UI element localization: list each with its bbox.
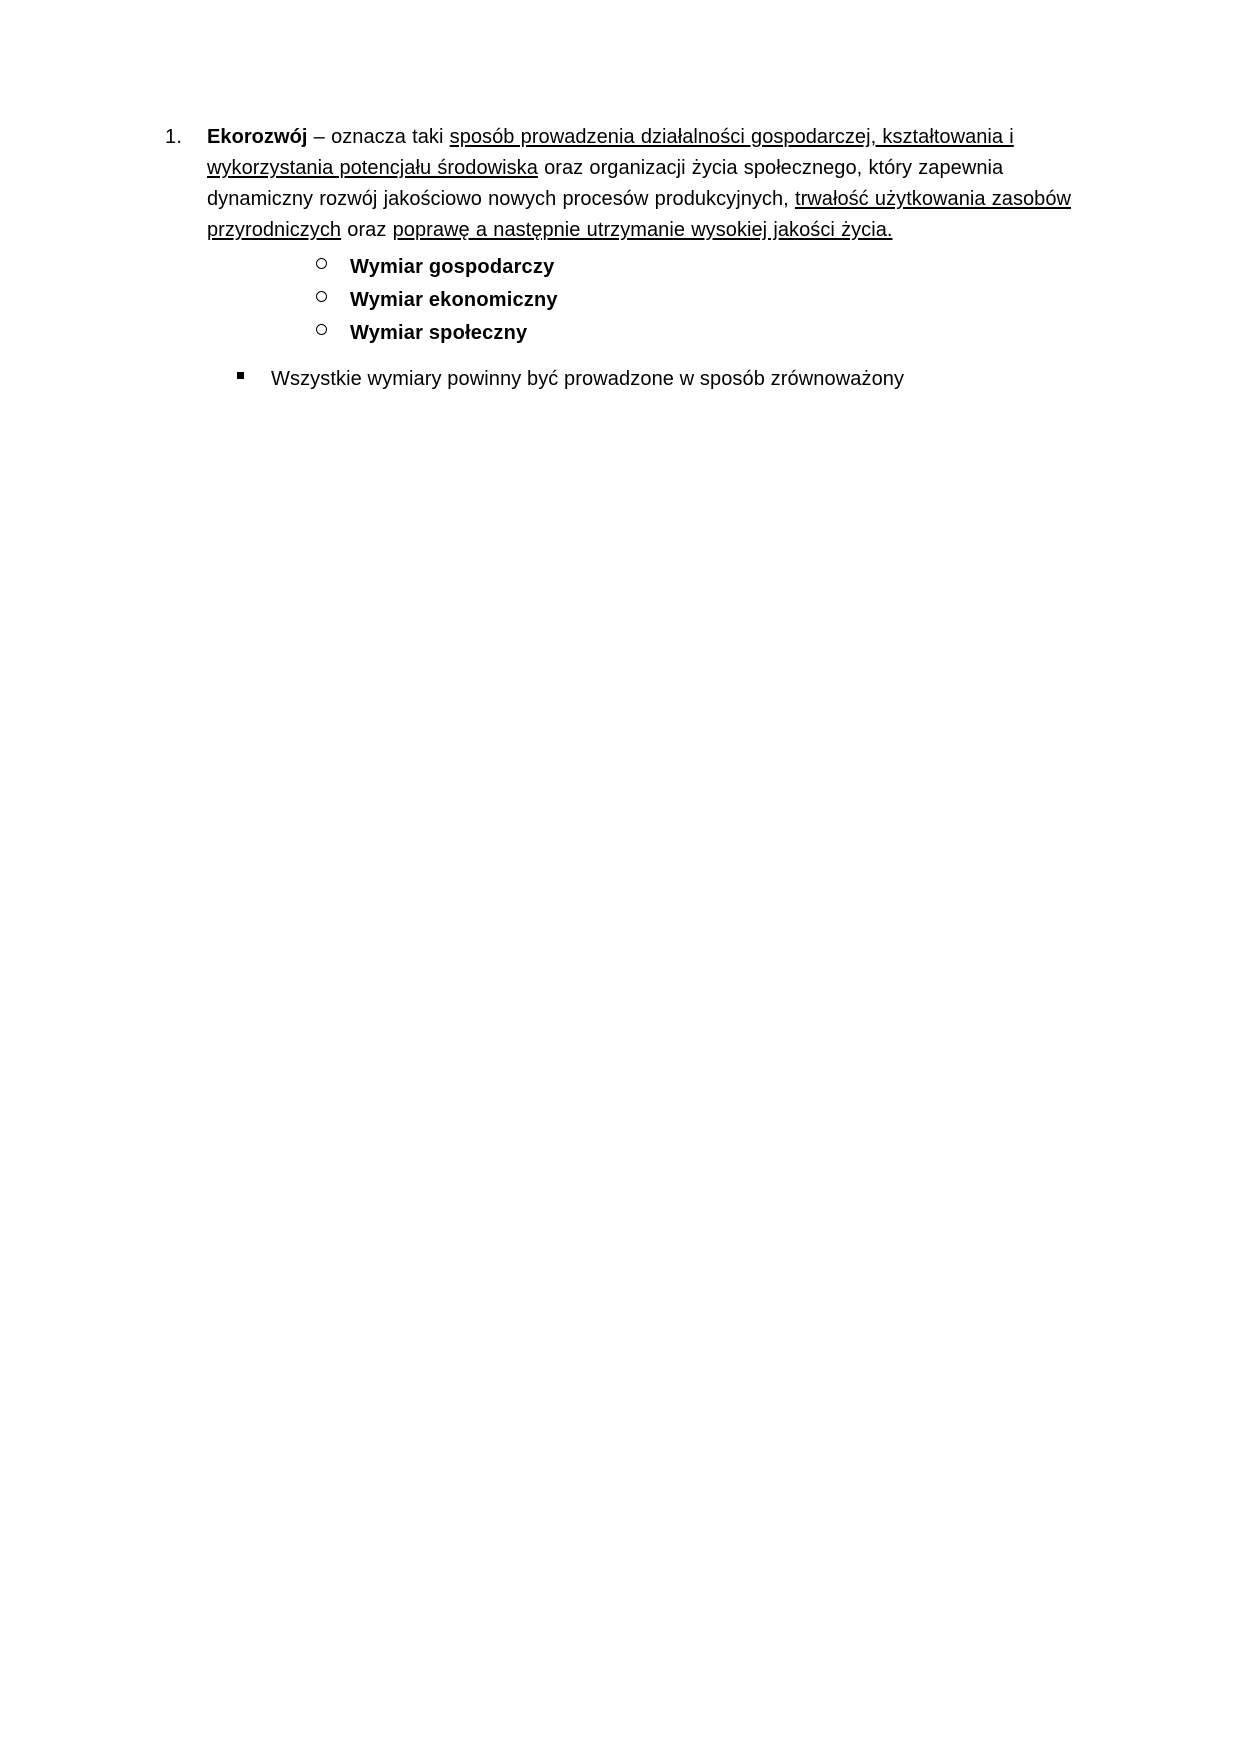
document-content: [165, 122, 1085, 394]
list-item: [237, 364, 1085, 394]
list-item: [316, 252, 1085, 282]
definition-paragraph: [207, 122, 1085, 246]
definition-segment-underlined-2: trwałość użytkowania zasobów przyrodniczych: [207, 188, 1072, 241]
bullet-item-label: Wszystkie wymiary powinny być prowadzone w sposób zrównoważony: [271, 368, 905, 390]
dimensions-list: [165, 252, 1085, 348]
definition-segment-plain-1: oznacza taki: [331, 126, 450, 148]
sub-item-label: Wymiar ekonomiczny: [350, 289, 558, 311]
list-item: [165, 122, 1085, 246]
circle-bullet-icon: [316, 252, 350, 282]
definition-segment-plain-3: oraz: [341, 219, 393, 241]
sub-item-label: Wymiar gospodarczy: [350, 256, 555, 278]
definition-segment-underlined-1: sposób prowadzenia działalności gospodarczej, kształtowania i wykorzystania potencjału środowiska: [207, 126, 1014, 179]
list-marker: 1.: [165, 126, 183, 148]
definition-segment-underlined-3: poprawę a następnie utrzymanie wysokiej jakości życia.: [392, 219, 893, 241]
definition-term: Ekorozwój: [207, 126, 308, 148]
circle-bullet-icon: [316, 285, 350, 315]
list-item: [316, 318, 1085, 348]
definition-dash: –: [307, 126, 332, 148]
list-item: [316, 285, 1085, 315]
definition-segment-plain-2: oraz organizacji życia społecznego, który zapewnia dynamiczny rozwój jakościowo nowych procesów produkcyjnych,: [207, 157, 1004, 210]
sub-item-label: Wymiar społeczny: [350, 322, 528, 344]
circle-bullet-icon: [316, 318, 350, 348]
square-bullet-icon: [237, 364, 271, 394]
